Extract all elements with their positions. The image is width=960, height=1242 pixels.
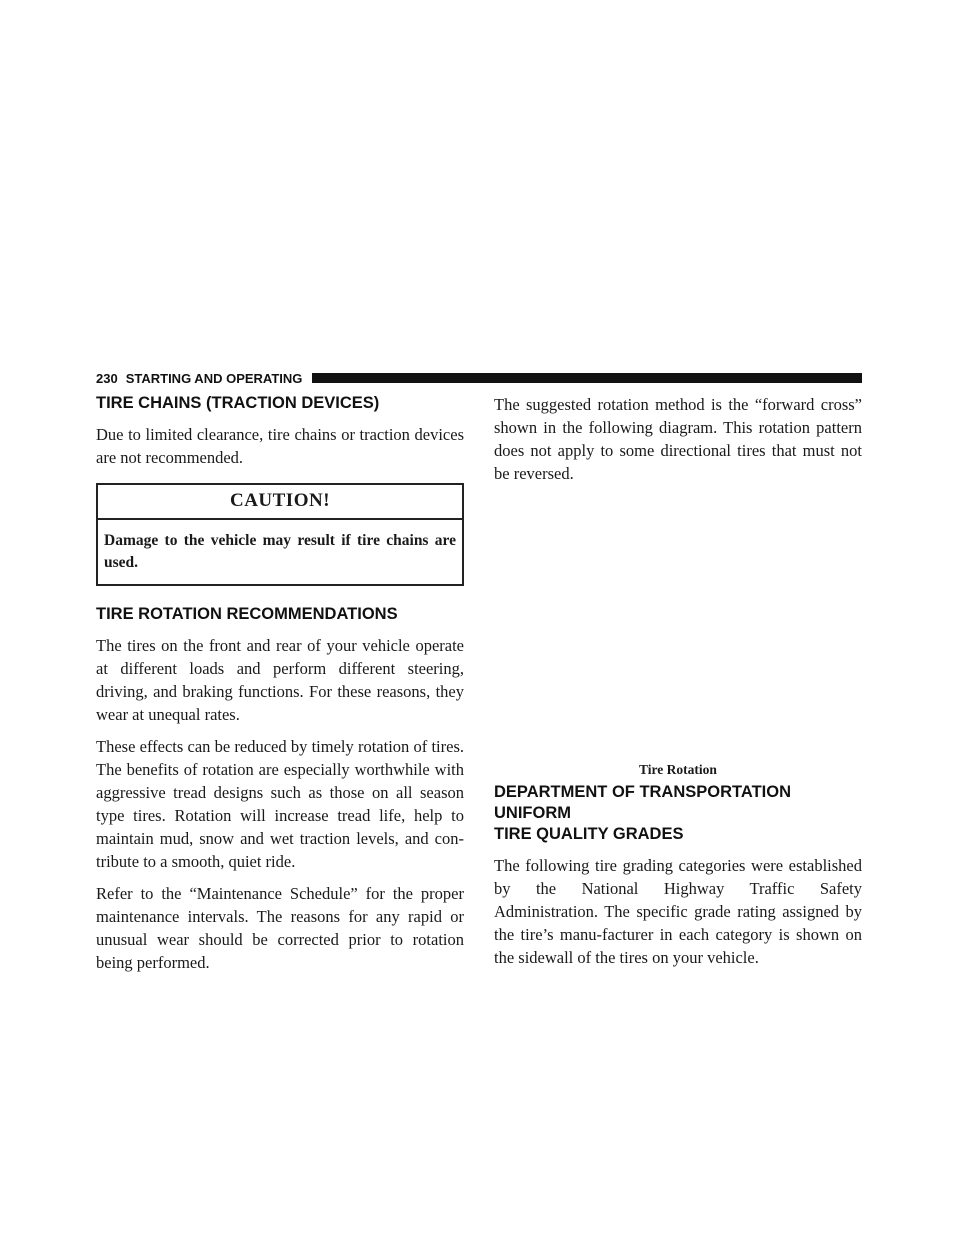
- page-header: [96, 369, 862, 387]
- dot-grades-heading-line-2: TIRE QUALITY GRADES: [494, 825, 684, 843]
- tire-rotation-paragraph-2: These effects can be reduced by timely rotation of tires. The benefits of rotation are especially worthwhile with aggressive tread designs such as those on all season type tires. Rotation will increase tread life, help to maintain mud, snow and wet traction levels, and con-tribute to a smooth, quiet ride.: [96, 737, 464, 871]
- section-title: STARTING AND OPERATING: [125, 370, 303, 386]
- dot-grades-heading: [494, 782, 862, 845]
- rotation-method-paragraph: The suggested rotation method is the “forward cross” shown in the following diagram. This rotation pattern does not apply to some directional tires that must not be reversed.: [494, 395, 862, 483]
- tire-rotation-paragraph-1: The tires on the front and rear of your vehicle operate at different loads and perform different steering, driving, and braking functions. For these reasons, they wear at unequal rates.: [96, 636, 464, 724]
- left-column: [96, 393, 464, 983]
- page-number: 230: [96, 370, 118, 386]
- tire-chains-heading: TIRE CHAINS (TRACTION DEVICES): [96, 394, 380, 412]
- tire-chains-paragraph: Due to limited clearance, tire chains or traction devices are not recommended.: [96, 425, 464, 467]
- dot-grades-heading-line-1: DEPARTMENT OF TRANSPORTATION UNIFORM: [494, 783, 791, 822]
- tire-rotation-heading: TIRE ROTATION RECOMMENDATIONS: [96, 605, 398, 623]
- dot-grades-paragraph: The following tire grading categories were established by the National Highway Traffic Safety Administration. The specific grade rating assigned by the tire’s manu-facturer in each category is shown on the sidewall of the tires on your vehicle.: [494, 856, 862, 967]
- tire-rotation-paragraph-3: Refer to the “Maintenance Schedule” for the proper maintenance intervals. The reasons for any rapid or unusual wear should be corrected prior to rotation being performed.: [96, 884, 464, 972]
- header-rule: [312, 373, 862, 383]
- caution-text: Damage to the vehicle may result if tire chains are used.: [104, 532, 456, 571]
- right-column: [494, 393, 862, 978]
- figure-caption: Tire Rotation: [639, 762, 717, 777]
- caution-box: [96, 483, 464, 586]
- caution-title: CAUTION!: [98, 485, 462, 520]
- tire-rotation-diagram-area: [494, 494, 862, 762]
